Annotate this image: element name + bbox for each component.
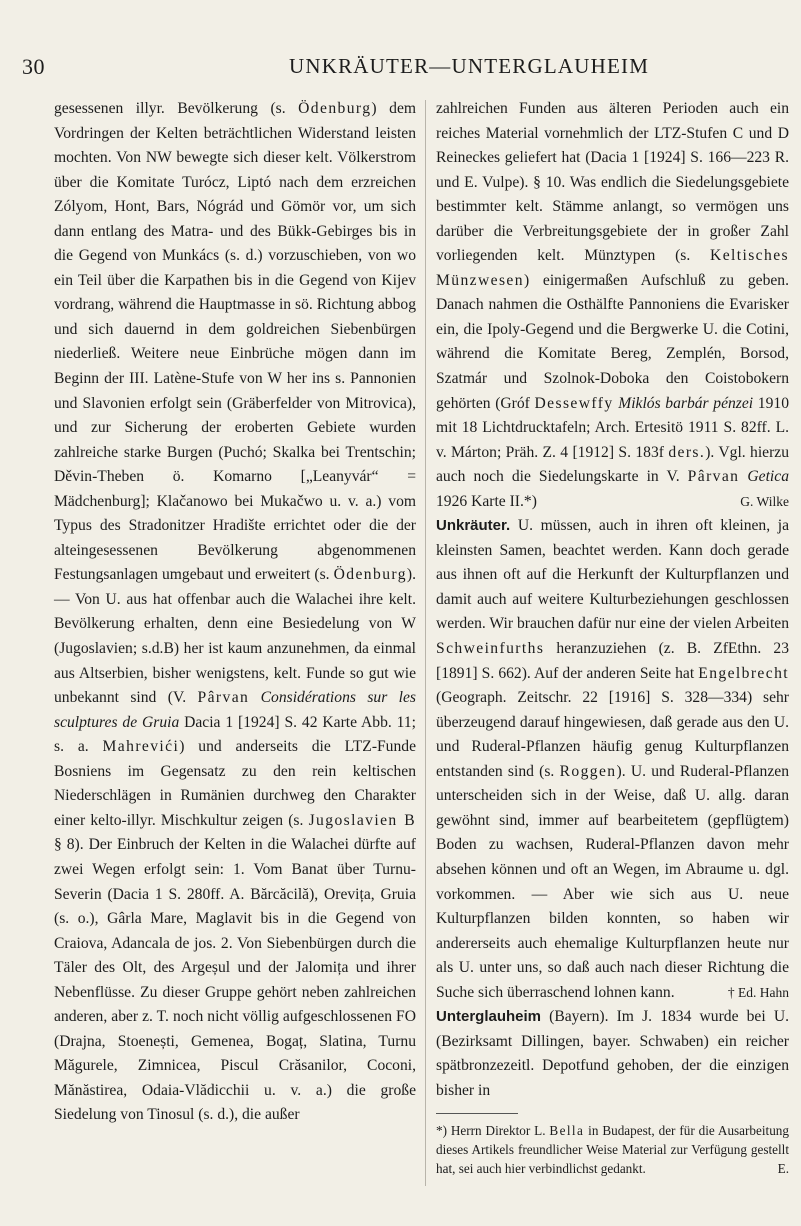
entry-headword: Unterglauheim	[436, 1008, 542, 1026]
cross-reference: Mahrevići	[102, 738, 180, 756]
text: in Budapest, der für die Ausarbeitung dieses Artikels freundlicher Weise Material zur Verfügung gestellt hat, sei auch hier verbindlichst gedankt.	[436, 1123, 789, 1176]
work-title: Miklós barbár pénzei	[618, 394, 754, 412]
text: ). U. und Ruderal-Pflanzen unterscheiden sich in der Weise, daß U. allg. daran gewöhnt sind, immer auf bearbeitetem (gepflügtem) Boden zu wachsen, Ruderal-Pflanzen davon mehr absehen können und oft an Wegen, im Abraume u. dgl. vorkommen. — Aber wie sich aus U. neue Kulturpflanzen bilden konnten, so haben wir andererseits auch ehemalige Kulturpflanzen heute nur als U. unter uns, so daß auch nach dieser Richtung die Suche sich überraschend lohnen kann.	[436, 762, 789, 1001]
running-head: UNKRÄUTER—UNTERGLAUHEIM	[289, 54, 650, 78]
paragraph-siedelungsgebiete	[436, 97, 789, 514]
footnote	[436, 1122, 789, 1178]
column-rule	[425, 100, 426, 1186]
text: ) dem Vordringen der Kelten beträchtlichen Widerstand leisten mochten. Von NW bewegte sich dieser kelt. Völkerstrom über die Komitate Turócz, Liptó nach dem erzreichen Zólyom, Hont, Bars, Nógrád und Gömör vor, um sich dann entlang des Matra- und des Bükk-Gebirges bis in die Gegend von Munkács (s. d.) vorzuschieben, von wo ein Teil über die Karpathen bis in die Gegend von Kijev vordrang, während die Hauptmasse in sö. Richtung abbog und sich dauernd in dem goldreichen Siebenbürgen niederließ. Weitere neue Einbrüche mögen dann im Beginn der III. Latène-Stufe von W her ins s. Pannonien und Slavonien erfolgt sein (Gräberfelder von Mitrovica), und zur Sicherung der eroberten Gebiete wurden zahlreiche starke Burgen (Puchó; Skalka bei Trentschin; Děvin-Theben ö. Komarno [„Leanyvár“ = Mädchenburg]; Klačanowo bei Mukačwo u. v. a.) vom Typus des Stradonitzer Hradište errichtet oder die der alteingesessenen Bevölkerung abgenommenen Festungsanlagen umgebaut und erweitert (s.	[54, 100, 416, 584]
entry-unterglauheim	[436, 1005, 789, 1103]
text: *) Herrn Direktor L.	[436, 1123, 550, 1139]
author-name: ders.	[668, 443, 706, 461]
work-title: Getica	[747, 468, 789, 486]
text: (Geograph. Zeitschr. 22 [1916] S. 328—334) sehr überzeugend darauf hingewiesen, daß gerade aus den U. und Ruderal-Pflanzen häufig genug Kulturpflanzen entstanden sind (s.	[436, 689, 789, 780]
text: ). Vgl. hierzu auch noch die Siedelungskarte in V.	[436, 443, 790, 486]
text: ) und anderseits die LTZ-Funde Bosniens im Gegensatz zu den rein keltischen Niederschlägen in Rumänien durchweg den Charakter einer kelto-illyr. Mischkultur zeigen (s.	[54, 738, 416, 829]
author-name: Pârvan	[197, 689, 250, 707]
page-number: 30	[22, 54, 45, 79]
text: U. müssen, auch in ihren oft kleinen, ja kleinsten Samen, beachtet werden. Kann doch gerade aus ihnen oft auf die Herkunft der Kulturpflanzen und damit auch auf weitere Kulturbeziehungen geschlossen werden. Wir brauchen dafür nur eine der vielen Arbeiten	[436, 517, 789, 633]
work-title: Considérations sur les sculptures de Gruia	[54, 689, 416, 731]
entry-headword: Unkräuter.	[436, 517, 511, 535]
text: (Bayern). Im J. 1834 wurde bei U. (Bezirksamt Dillingen, bayer. Schwaben) ein reicher spätbronzezeitl. Depotfund gehoben, der die einzigen bisher in	[436, 1008, 789, 1099]
cross-reference: Jugoslavien B	[308, 811, 416, 829]
text: 1910 mit 18 Lichtdrucktafeln; Arch. Ertesitö 1911 S. 82ff. L. v. Márton; Präh. Z. 4 [1912] S. 183f	[436, 394, 789, 461]
paragraph-kelten-ungarn	[54, 97, 416, 1128]
author-signature: † Ed. Hahn	[727, 984, 789, 1000]
text: § 8). Der Einbruch der Kelten in die Walachei dürfte auf zwei Wegen erfolgt sein: 1. Vom Banat über Turnu-Severin (Dacia 1 S. 280ff. A. Bărcăcilă), Orevița, Gruia (s. o.), Gârla Mare, Maglavit bis in die Gegend von Craiova, Adancala de jos. 2. Von Siebenbürgen durch die Täler des Olt, des Argeșul und der Jalomița und ihrer Nebenflüsse. Zu dieser Gruppe gehört neben zahlreichen anderen, aber z. T. noch nicht völlig aufgeschlossenen FO (Drajna, Stoenești, Gemenea, Bogaț, Slatina, Turnu Măgurele, Zimnicea, Piscul Crăsanilor, Coconi, Mănăstirea, Odaia-Vlădicchii u. v. a.) die große Siedelung von Tinosul (s. d.), die außer	[54, 836, 416, 1124]
author-signature: G. Wilke	[740, 493, 789, 509]
right-column	[436, 97, 789, 1178]
text: zahlreichen Funden aus älteren Perioden auch ein reiches Material vornehmlich der LTZ-Stufen C und D Reineckes geliefert hat (Dacia 1 [1924] S. 166—223 R. und E. Vulpe). § 10. Was endlich die Siedelungsgebiete bestimmter kelt. Stämme anlangt, so vermögen uns darüber die Verbreitungsgebiete der in großer Zahl vorliegenden kelt. Münztypen (s.	[436, 100, 789, 265]
text: gesessenen illyr. Bevölkerung (s.	[54, 100, 299, 117]
author-name: Bella	[549, 1123, 585, 1139]
cross-reference: Roggen	[559, 762, 617, 780]
author-name: Schweinfurths	[436, 640, 545, 658]
text: ) einigermaßen Aufschluß zu geben. Danach nahmen die Osthälfte Pannoniens die Evarisker ein, die Ipoly-Gegend und die Bergwerke U. die Cotini, während die Komitate Bereg, Zemplén, Borsod, Szatmár und Szolnok-Doboka den Coistobokern gehörten (Gróf	[436, 271, 789, 412]
text: heranzuziehen (z. B. ZfEthn. 23 [1891] S. 662). Auf der anderen Seite hat	[436, 640, 789, 682]
footnote-signature: E.	[777, 1160, 789, 1176]
text: ). — Von U. aus hat offenbar auch die Walachei ihre kelt. Bevölkerung erhalten, denn eine Besiedelung von W (Jugoslavien; s.d.B) her ist kaum anzunehmen, da einmal aus Altserbien, bisher wenigstens, kelt. Funde so gut wie unbekannt sind (V.	[54, 566, 416, 707]
cross-reference: Ödenburg	[333, 566, 407, 584]
author-name: Engelbrecht	[698, 664, 789, 682]
footnote-rule	[436, 1113, 518, 1114]
text: 1926 Karte II.*)	[436, 492, 537, 510]
cross-reference: Ödenburg	[298, 100, 372, 117]
author-name: Dessewffy	[534, 394, 614, 412]
text: Dacia 1 [1924] S. 42 Karte Abb. 11; s. a.	[54, 713, 416, 756]
text	[249, 689, 260, 706]
cross-reference: Keltisches Münzwesen	[436, 247, 789, 289]
author-name: Pârvan	[687, 468, 740, 486]
entry-unkraeuter	[436, 514, 789, 1005]
left-column	[54, 97, 416, 1128]
